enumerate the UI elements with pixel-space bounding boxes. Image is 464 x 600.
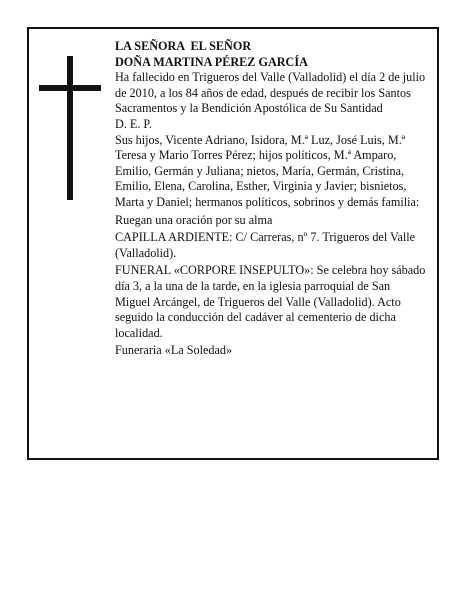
death-announcement: Ha fallecido en Trigueros del Valle (Valladolid) el día 2 de julio de 2010, a los 84 años de edad, después de recibir los Santos Sacramentos y la Bendición Apostólica de Su Santidad (115, 70, 426, 116)
cross-vertical-bar (67, 56, 73, 200)
funeral-home: Funeraria «La Soledad» (115, 343, 233, 358)
notice-header-line-1: LA SEÑORA EL SEÑOR (115, 39, 252, 53)
obituary-notice (27, 27, 439, 460)
notice-text (115, 39, 427, 359)
cross-horizontal-bar (39, 85, 101, 91)
chapel-location: CAPILLA ARDIENTE: C/ Carreras, nº 7. Trigueros del Valle (Valladolid). (115, 230, 416, 260)
deceased-name: DOÑA MARTINA PÉREZ GARCÍA (115, 54, 308, 69)
dep-line: D. E. P. (115, 116, 152, 131)
family-list: Sus hijos, Vicente Adriano, Isidora, M.ª Luz, José Luis, M.ª Teresa y Mario Torres Pérez; hijos políticos, M.ª Amparo, Emilio, Germán y Juliana; nietos, María, Germán, Cristina, Emilio, Elena, Carolina, Esther, Virginia y Javier; bisnietos, Marta y Daniel; hermanos políticos, sobrinos y demás familia: (115, 132, 420, 209)
latin-cross-icon (39, 56, 101, 200)
funeral-details: FUNERAL «CORPORE INSEPULTO»: Se celebra hoy sábado día 3, a la una de la tarde, en la iglesia parroquial de San Miguel Arcángel, de Trigueros del Valle (Valladolid). Acto seguido la conducción del cadáver al cementerio de dicha localidad. (115, 263, 426, 340)
prayer-request: Ruegan una oración por su alma (115, 212, 273, 227)
